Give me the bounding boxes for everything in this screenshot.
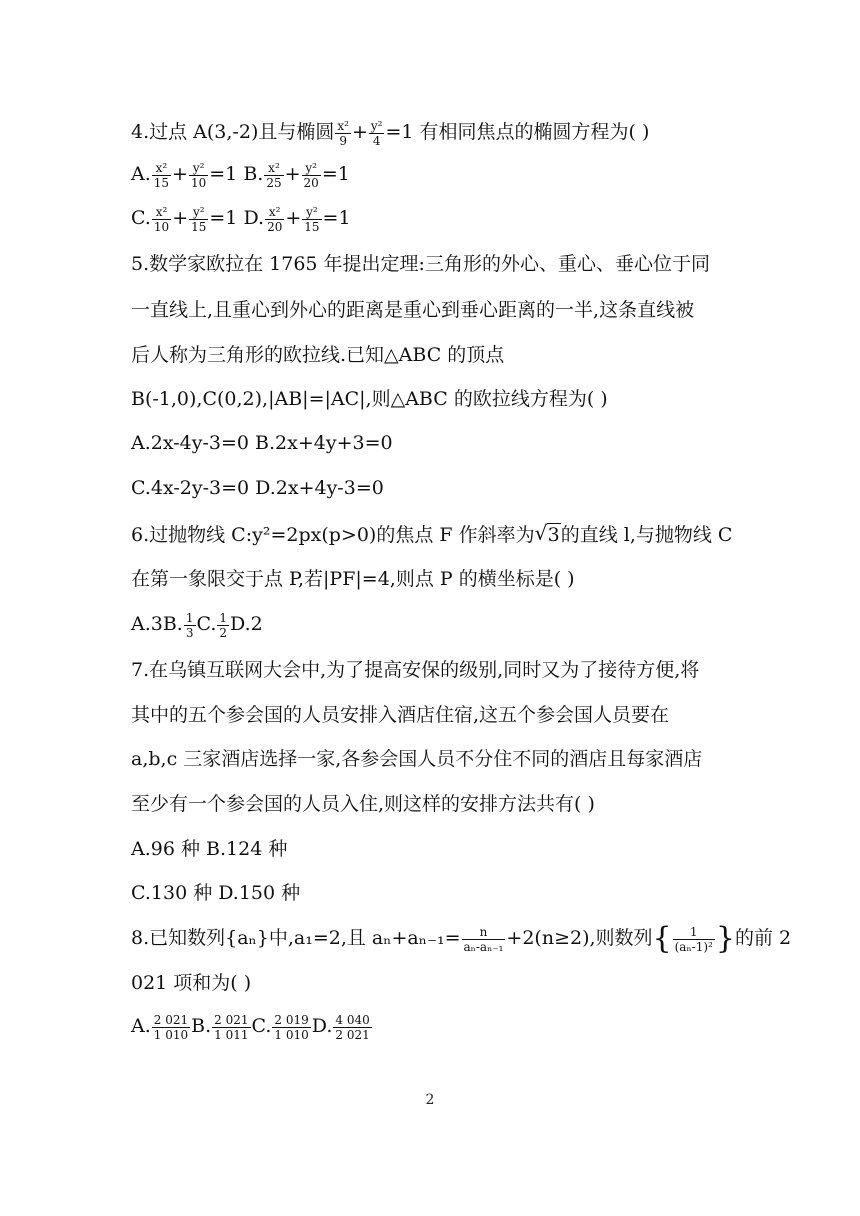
- q7-line3: a,b,c 三家酒店选择一家,各参会国人员不分住不同的酒店且每家酒店: [131, 748, 703, 770]
- q4-stem-start: 4.过点 A(3,-2)且与椭圆: [131, 121, 335, 143]
- q8-line1: 8.已知数列{aₙ}中,a₁=2,且 aₙ+aₙ₋₁= $\frac{n}{\text{aₙ-aₙ₋₁}}$ +2(n≥2),则数列{ $\frac{1}{\text{(aₙ-1)²}}$ }的前 2: [131, 921, 792, 956]
- q8-frac-n: $\frac{n}{\text{aₙ-aₙ₋₁}}$: [463, 924, 504, 954]
- q5-line4: B(-1,0),C(0,2),|AB|=|AC|,则△ABC 的欧拉线方程为( ): [131, 388, 608, 410]
- q6-line1: 6.过抛物线 C:y²=2px(p>0)的焦点 F 作斜率为√ 3的直线 l,与抛物线 C: [131, 521, 732, 549]
- q7-line1: 7.在乌镇互联网大会中,为了提高安保的级别,同时又为了接待方便,将: [131, 659, 700, 681]
- page-number: 2: [425, 1092, 435, 1108]
- q5-line3: 后人称为三角形的欧拉线.已知△ABC 的顶点: [131, 344, 505, 366]
- q4-ellipse-frac1: $\frac{\text{x²}}{9}$: [337, 118, 349, 148]
- q5-line1: 5.数学家欧拉在 1765 年提出定理:三角形的外心、重心、垂心位于同: [131, 253, 710, 275]
- q6-options: A.3B. $\frac{1}{3}$ C. $\frac{1}{2}$ D.2: [131, 610, 263, 640]
- q8-frac-seq: $\frac{1}{\text{(aₙ-1)²}}$: [674, 924, 713, 954]
- q4-options-ab: A. $\frac{\text{x²}}{15}$ + $\frac{\text{y²}}{10}$ =1 B. $\frac{\text{x²}}{25}$ + $\frac{\text{y²}}{20}$ =1: [131, 160, 350, 190]
- q4-stem: 4.过点 A(3,-2)且与椭圆 $\frac{\text{x²}}{9}$ + $\frac{\text{y²}}{4}$ =1 有相同焦点的椭圆方程为( ): [131, 118, 650, 148]
- q5-line2: 一直线上,且重心到外心的距离是重心到垂心距离的一半,这条直线被: [131, 299, 695, 321]
- q7-line4: 至少有一个参会国的人员入住,则这样的安排方法共有( ): [131, 793, 595, 815]
- sqrt-symbol: √ 3: [535, 521, 561, 549]
- q7-options-cd: C.130 种 D.150 种: [131, 882, 301, 904]
- q5-options-cd: C.4x-2y-3=0 D.2x+4y-3=0: [131, 477, 384, 499]
- q4-ellipse-frac2: $\frac{\text{y²}}{4}$: [370, 118, 383, 148]
- q7-options-ab: A.96 种 B.124 种: [131, 838, 288, 860]
- q4-options-cd: C. $\frac{\text{x²}}{10}$ + $\frac{\text{y²}}{15}$ =1 D. $\frac{\text{x²}}{20}$ + $\frac{\text{y²}}{15}$ =1: [131, 204, 351, 234]
- q5-options-ab: A.2x-4y-3=0 B.2x+4y+3=0: [131, 432, 393, 454]
- q7-line2: 其中的五个参会国的人员安排入酒店住宿,这五个参会国人员要在: [131, 704, 670, 726]
- q6-line2: 在第一象限交于点 P,若|PF|=4,则点 P 的横坐标是( ): [131, 568, 575, 590]
- q4-stem-end: =1 有相同焦点的椭圆方程为( ): [385, 121, 650, 143]
- q8-options: A. $\frac{2 021}{1 010}$ B. $\frac{2 021}{1 011}$ C. $\frac{2 019}{1 010}$ D. $\frac{4 040}{2 021}$: [131, 1012, 370, 1042]
- q8-line2: 021 项和为( ): [131, 972, 252, 994]
